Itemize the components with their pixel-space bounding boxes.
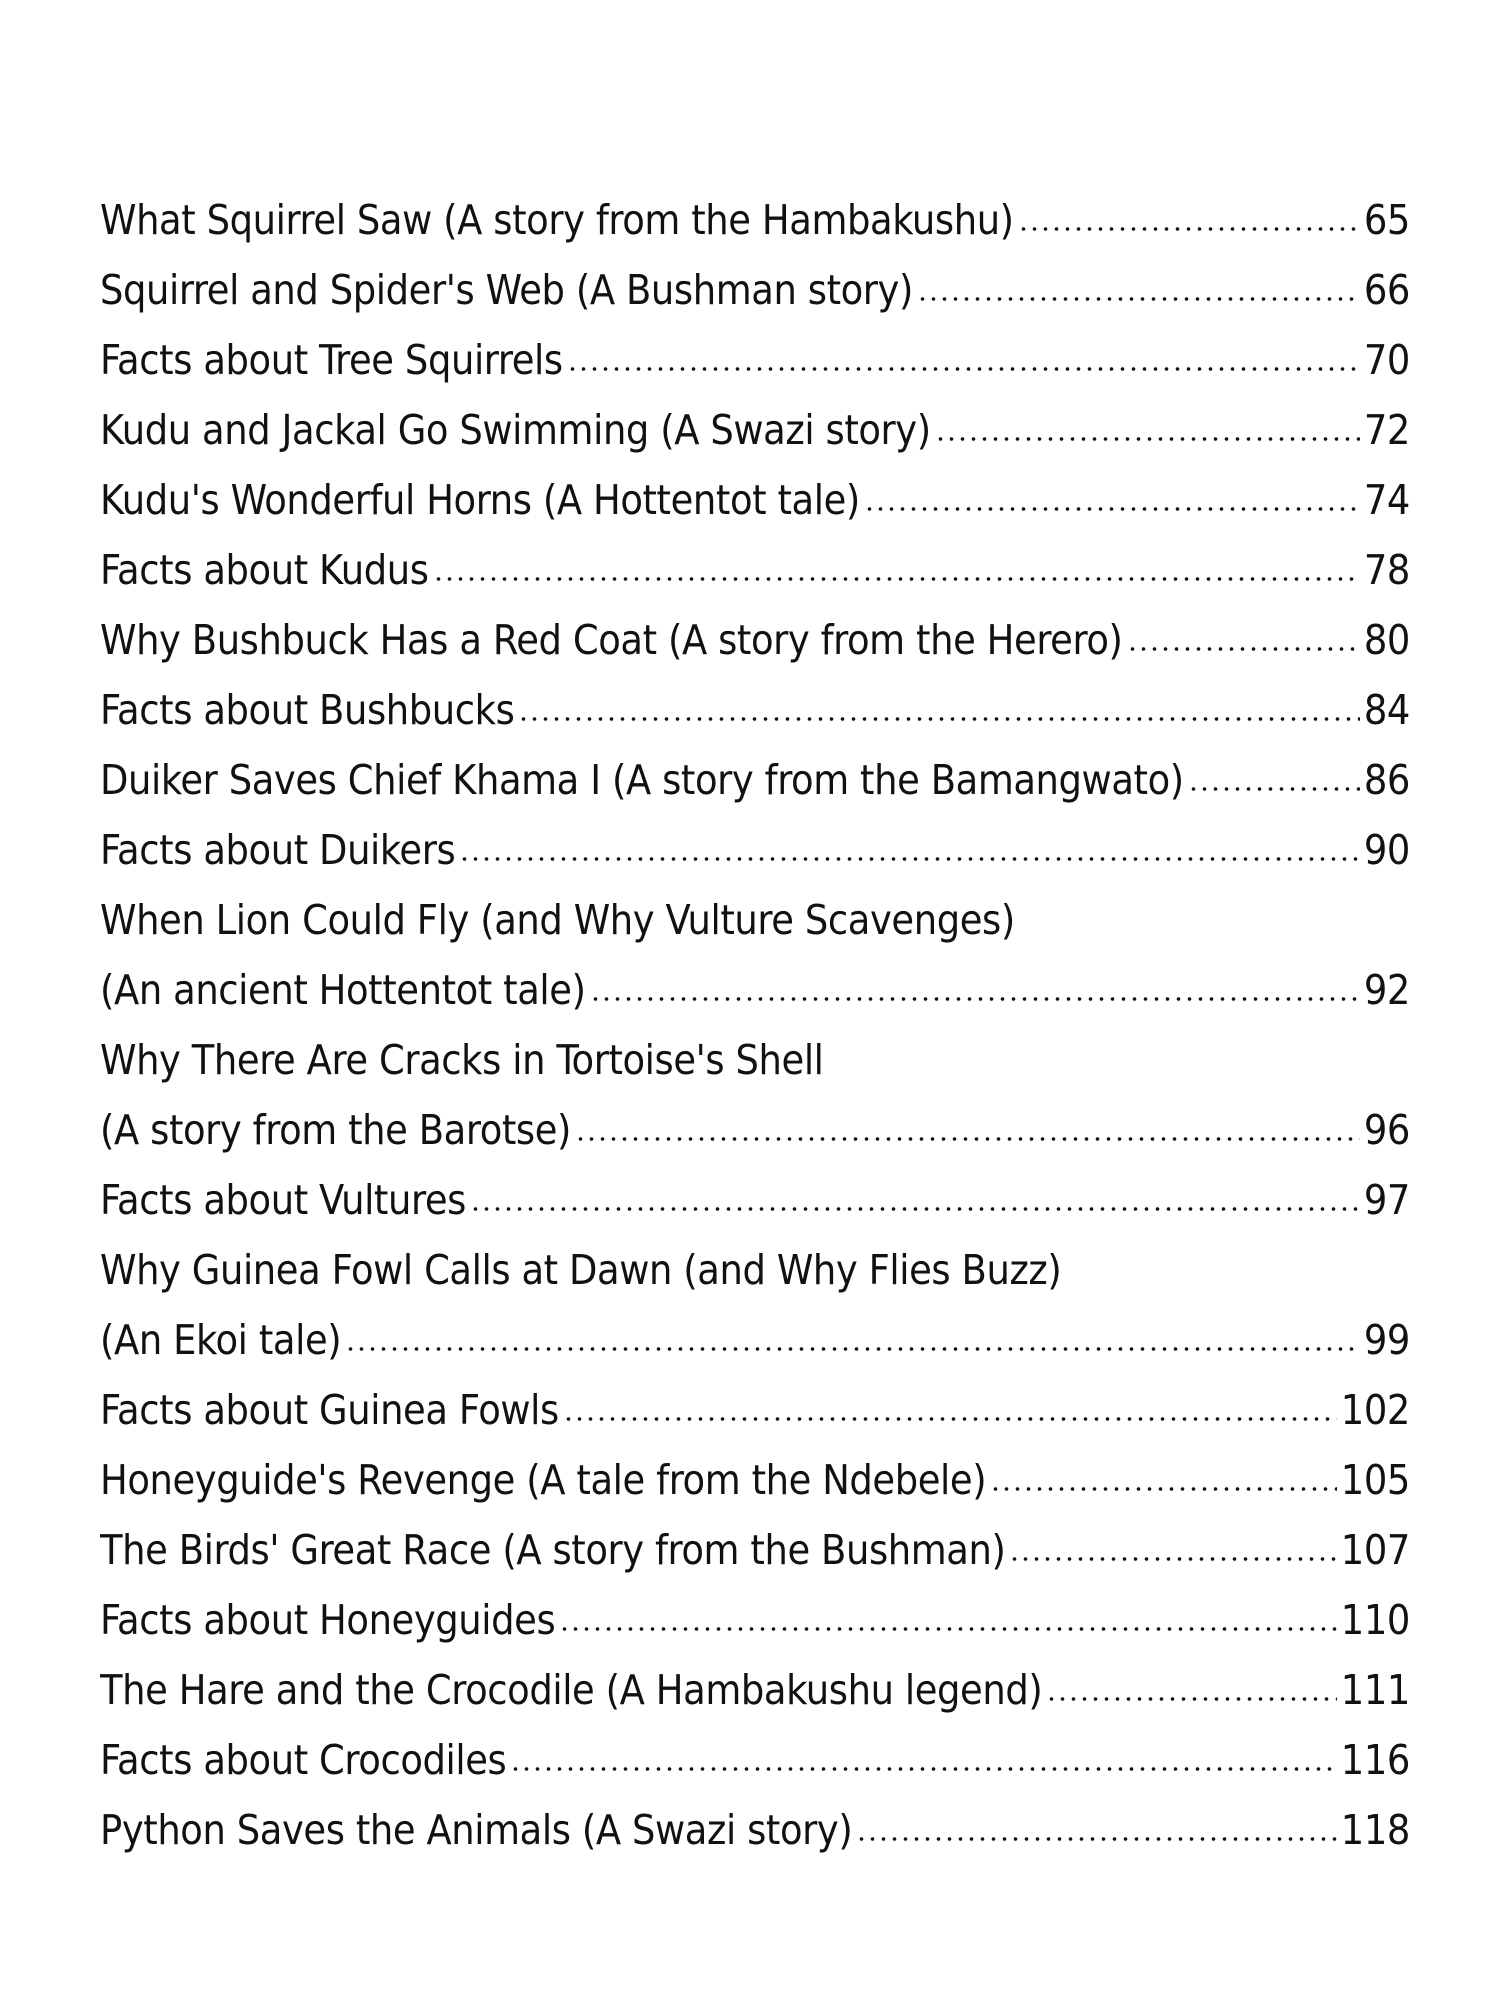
toc-entry (100, 1795, 1410, 1865)
toc-leader-dots (856, 1836, 1336, 1842)
toc-entry (100, 955, 1410, 1025)
toc-leader-dots (917, 296, 1360, 302)
toc-entry (100, 1095, 1410, 1165)
toc-entry (100, 1025, 1410, 1095)
toc-entry (100, 465, 1410, 535)
toc-leader-dots (433, 576, 1360, 582)
toc-entry-title: Honeyguide's Revenge (A tale from the Ndebele) (100, 1456, 987, 1504)
toc-entry (100, 1375, 1410, 1445)
toc-leader-dots (1046, 1696, 1336, 1702)
toc-entry-page-number: 74 (1363, 476, 1410, 524)
toc-leader-dots (1009, 1556, 1336, 1562)
toc-entry-title: (A story from the Barotse) (100, 1106, 572, 1154)
toc-page (100, 185, 1410, 1865)
toc-entry (100, 255, 1410, 325)
toc-leader-dots (1127, 646, 1360, 652)
toc-leader-dots (345, 1346, 1360, 1352)
toc-entry-title: When Lion Could Fly (and Why Vulture Scavenges) (100, 896, 1015, 944)
toc-entry (100, 675, 1410, 745)
toc-entry (100, 535, 1410, 605)
toc-entry-page-number: 84 (1363, 686, 1410, 734)
toc-entry (100, 1725, 1410, 1795)
toc-entry-title: Facts about Bushbucks (100, 686, 515, 734)
toc-entry-page-number: 92 (1363, 966, 1410, 1014)
toc-entry-title: Facts about Kudus (100, 546, 429, 594)
toc-leader-dots (575, 1136, 1360, 1142)
toc-entry (100, 605, 1410, 675)
toc-entry-title: Kudu's Wonderful Horns (A Hottentot tale) (100, 476, 860, 524)
toc-entry (100, 745, 1410, 815)
toc-entry (100, 885, 1410, 955)
toc-entry (100, 395, 1410, 465)
toc-entry-title: Why Guinea Fowl Calls at Dawn (and Why Flies Buzz) (100, 1246, 1062, 1294)
toc-leader-dots (459, 856, 1360, 862)
toc-leader-dots (864, 506, 1360, 512)
toc-entry-title: Why Bushbuck Has a Red Coat (A story from the Herero) (100, 616, 1123, 664)
toc-leader-dots (470, 1206, 1360, 1212)
toc-entry-title: Facts about Vultures (100, 1176, 466, 1224)
toc-leader-dots (590, 996, 1360, 1002)
toc-leader-dots (518, 716, 1359, 722)
toc-entry-page-number: 96 (1363, 1106, 1410, 1154)
toc-entry-title: The Hare and the Crocodile (A Hambakushu legend) (100, 1666, 1043, 1714)
toc-entry-title: The Birds' Great Race (A story from the Bushman) (100, 1526, 1006, 1574)
toc-entry-page-number: 97 (1363, 1176, 1410, 1224)
toc-entry-page-number: 72 (1363, 406, 1410, 454)
toc-entry-title: Facts about Guinea Fowls (100, 1386, 559, 1434)
toc-leader-dots (559, 1626, 1337, 1632)
toc-entry-page-number: 105 (1340, 1456, 1410, 1504)
toc-entry (100, 1165, 1410, 1235)
toc-entry-title: (An ancient Hottentot tale) (100, 966, 586, 1014)
toc-entry-page-number: 78 (1363, 546, 1410, 594)
toc-entry-page-number: 86 (1363, 756, 1410, 804)
toc-entry-title: Facts about Honeyguides (100, 1596, 556, 1644)
toc-leader-dots (1018, 226, 1360, 232)
toc-leader-dots (510, 1766, 1336, 1772)
toc-entry (100, 1515, 1410, 1585)
toc-entry (100, 1655, 1410, 1725)
toc-entry-page-number: 70 (1363, 336, 1410, 384)
toc-entry-page-number: 116 (1340, 1736, 1410, 1784)
toc-entry (100, 1305, 1410, 1375)
toc-leader-dots (1188, 786, 1360, 792)
toc-entry-page-number: 102 (1340, 1386, 1410, 1434)
toc-leader-dots (563, 1416, 1337, 1422)
toc-entry-page-number: 118 (1340, 1806, 1410, 1854)
toc-entry-title: What Squirrel Saw (A story from the Hambakushu) (100, 196, 1014, 244)
toc-leader-dots (567, 366, 1360, 372)
toc-entry-title: Squirrel and Spider's Web (A Bushman story) (100, 266, 913, 314)
toc-entry-title: (An Ekoi tale) (100, 1316, 342, 1364)
toc-entry-title: Facts about Duikers (100, 826, 456, 874)
toc-entry (100, 1235, 1410, 1305)
toc-entry-title: Duiker Saves Chief Khama I (A story from the Bamangwato) (100, 756, 1184, 804)
toc-entry-page-number: 110 (1340, 1596, 1410, 1644)
toc-entry-page-number: 80 (1363, 616, 1410, 664)
toc-leader-dots (935, 436, 1360, 442)
toc-entry-title: Facts about Tree Squirrels (100, 336, 563, 384)
toc-entry-title: Kudu and Jackal Go Swimming (A Swazi story) (100, 406, 931, 454)
toc-entry-page-number: 65 (1363, 196, 1410, 244)
toc-entry-page-number: 99 (1363, 1316, 1410, 1364)
toc-entry-page-number: 90 (1363, 826, 1410, 874)
toc-entry (100, 815, 1410, 885)
toc-entry-page-number: 107 (1340, 1526, 1410, 1574)
toc-entry-page-number: 66 (1363, 266, 1410, 314)
toc-entry (100, 325, 1410, 395)
toc-entry (100, 1445, 1410, 1515)
toc-entry-title: Why There Are Cracks in Tortoise's Shell (100, 1036, 824, 1084)
toc-entry-page-number: 111 (1340, 1666, 1410, 1714)
toc-entry (100, 185, 1410, 255)
toc-entry-title: Facts about Crocodiles (100, 1736, 507, 1784)
toc-list (100, 185, 1410, 1865)
toc-entry (100, 1585, 1410, 1655)
toc-leader-dots (990, 1486, 1337, 1492)
toc-entry-title: Python Saves the Animals (A Swazi story) (100, 1806, 853, 1854)
